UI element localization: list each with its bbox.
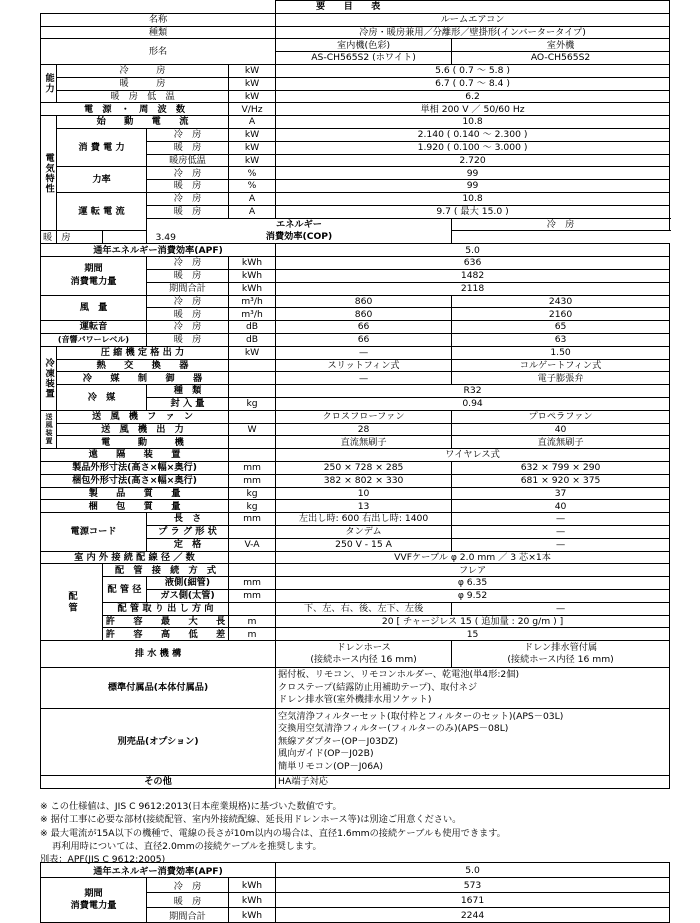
outdoor-model: AO-CH565S2 bbox=[452, 52, 670, 65]
run-heat-label: 暖 房 bbox=[147, 205, 229, 218]
air-heat-label: 暖 房 bbox=[147, 308, 229, 321]
cap-heatlow-value: 6.2 bbox=[276, 90, 670, 103]
run-cool-value: 10.8 bbox=[276, 192, 670, 205]
other-value: HA端子対応 bbox=[276, 776, 670, 789]
w-unit: W bbox=[229, 423, 276, 436]
run-heat-value: 9.7 ( 最大 15.0 ) bbox=[276, 205, 670, 218]
elec-group: 電気特性 bbox=[41, 116, 57, 231]
max-length-value: 20 [ チャージレス 15 ( 追加量 : 20 g/m ) ] bbox=[276, 615, 670, 628]
power-value: 単相 200 V ／ 50/60 Hz bbox=[276, 103, 670, 116]
plug-out: — bbox=[452, 525, 670, 538]
opt-line-5: 簡単リモコン(OP－J06A) bbox=[278, 760, 383, 772]
consume-low-label: 暖房低温 bbox=[147, 154, 229, 167]
fan-out: プロペラファン bbox=[452, 410, 670, 423]
kwh-unit: kWh bbox=[229, 269, 276, 282]
m-unit: m bbox=[229, 628, 276, 641]
db-unit: dB bbox=[229, 321, 276, 334]
air-heat-out: 2160 bbox=[452, 308, 670, 321]
noise-label: 運転音 bbox=[41, 321, 147, 334]
pf-heat-label: 暖 房 bbox=[147, 180, 229, 193]
pack-weight-label: 梱 包 質 量 bbox=[41, 500, 229, 513]
apf2-p2: 消費電力量 bbox=[70, 900, 117, 911]
cop-heat-value: 3.49 bbox=[103, 231, 229, 244]
period-label-1: 期間 bbox=[84, 263, 103, 275]
drain-in bbox=[276, 641, 452, 668]
cord-length-in: 左出し時: 600 右出し時: 1400 bbox=[276, 513, 452, 526]
dim-in: 250 × 728 × 285 bbox=[276, 461, 452, 474]
kw-unit: kW bbox=[229, 128, 276, 141]
gas-label: ガス側(太管) bbox=[147, 589, 229, 602]
plug-in: タンデム bbox=[276, 525, 452, 538]
opt-line-4: 風向ガイド(OP－J02B) bbox=[278, 748, 374, 760]
pipe-dia-label: 配 管 径 bbox=[103, 577, 147, 603]
spec-table bbox=[40, 0, 670, 789]
apf2-heat-value: 1671 bbox=[276, 893, 670, 908]
pf-label: 力率 bbox=[57, 167, 147, 193]
motor-out: 直流無刷子 bbox=[452, 436, 670, 449]
va-unit: V-A bbox=[229, 538, 276, 551]
cop-label-1: エネルギー bbox=[276, 218, 322, 230]
start-current-value: 10.8 bbox=[276, 116, 670, 129]
power-label: 電 源 ・ 周 波 数 bbox=[41, 103, 229, 116]
fan-in: クロスフローファン bbox=[276, 410, 452, 423]
period-total-label: 期間合計 bbox=[147, 282, 229, 295]
drain-in-2: (接続ホース内径 16 mm) bbox=[310, 654, 417, 666]
apf2-total-value: 2244 bbox=[276, 908, 670, 923]
drain-in-1: ドレンホース bbox=[336, 641, 391, 653]
apf2-total-label: 期間合計 bbox=[147, 908, 229, 923]
consume-label: 消 費 電 力 bbox=[57, 128, 147, 166]
fan-output-in: 28 bbox=[276, 423, 452, 436]
weight-label: 製 品 質 量 bbox=[41, 487, 229, 500]
consume-cool-value: 2.140 ( 0.140 〜 2.300 ) bbox=[276, 128, 670, 141]
dim-out: 632 × 799 × 290 bbox=[452, 461, 670, 474]
noise-sublabel: (音響パワーレベル) bbox=[41, 333, 147, 346]
kg-unit: kg bbox=[229, 487, 276, 500]
acc-line-2: クロステープ(結露防止用補助テープ)、取付ネジ bbox=[278, 681, 478, 693]
acc-line-3: ドレン排水管(室外機排水用ソケット) bbox=[278, 694, 432, 706]
type-label: 種類 bbox=[41, 26, 276, 39]
liquid-label: 液側(細管) bbox=[147, 577, 229, 590]
apf2-heat-label: 暖 房 bbox=[147, 893, 229, 908]
cap-unit: kW bbox=[229, 64, 276, 77]
cap-heat-label: 暖 房 bbox=[57, 77, 229, 90]
pct-unit: % bbox=[229, 180, 276, 193]
weight-in: 10 bbox=[276, 487, 452, 500]
cap-unit: kW bbox=[229, 77, 276, 90]
mm-unit: mm bbox=[229, 461, 276, 474]
fan-output-label: 送 風 機 出 力 bbox=[57, 423, 229, 436]
liquid-value: φ 6.35 bbox=[276, 577, 670, 590]
remote-label: 遠 隔 装 置 bbox=[41, 449, 229, 462]
air-unit: m³/h bbox=[229, 295, 276, 308]
consume-low-value: 2.720 bbox=[276, 154, 670, 167]
note-2: ※ 据付工事に必要な部材(接続配管、室内外接続配線、延長用ドレンホース等)は別途ご用意ください。 bbox=[40, 814, 462, 826]
apf-label: 通年エネルギー消費効率(APF) bbox=[41, 244, 276, 257]
remote-value: ワイヤレス式 bbox=[276, 449, 670, 462]
kwh-unit: kWh bbox=[229, 893, 276, 908]
a-unit: A bbox=[229, 192, 276, 205]
fan-label: 送 風 機 フ ァ ン bbox=[57, 410, 229, 423]
period-heat-value: 1482 bbox=[276, 269, 670, 282]
start-unit: A bbox=[229, 116, 276, 129]
height-diff-value: 15 bbox=[276, 628, 670, 641]
notes bbox=[40, 800, 680, 853]
mm-unit: mm bbox=[229, 474, 276, 487]
pf-heat-value: 99 bbox=[276, 180, 670, 193]
model-label: 形名 bbox=[41, 39, 276, 65]
kw-unit: kW bbox=[229, 154, 276, 167]
drain-out bbox=[452, 641, 670, 668]
apf2-value: 5.0 bbox=[276, 863, 670, 878]
cord-label: 電源コード bbox=[41, 513, 147, 551]
pack-dim-label: 梱包外形寸法(高さ×幅×奥行) bbox=[41, 474, 229, 487]
rating-out: — bbox=[452, 538, 670, 551]
ref-kind-value: R32 bbox=[276, 385, 670, 398]
kg-unit: kg bbox=[229, 397, 276, 410]
air-cool-in: 860 bbox=[276, 295, 452, 308]
noise-cool-in: 66 bbox=[276, 321, 452, 334]
pack-weight-in: 13 bbox=[276, 500, 452, 513]
pipe-method-value: フレア bbox=[276, 564, 670, 577]
drain-out-1: ドレン排水管付属 bbox=[523, 641, 598, 653]
m-unit: m bbox=[229, 615, 276, 628]
height-diff-label: 許 容 高 低 差 bbox=[103, 628, 229, 641]
run-cool-label: 冷 房 bbox=[147, 192, 229, 205]
start-current-label: 始 動 電 流 bbox=[57, 116, 229, 129]
drain-out-2: (接続ホース内径 16 mm) bbox=[507, 654, 614, 666]
hx-out: コルゲートフィン式 bbox=[452, 359, 670, 372]
compressor-in: — bbox=[276, 346, 452, 359]
options-label: 別売品(オプション) bbox=[41, 709, 276, 776]
pf-cool-label: 冷 房 bbox=[147, 167, 229, 180]
period-label-2: 消費電力量 bbox=[70, 275, 117, 287]
noise-heat-label: 暖 房 bbox=[147, 333, 229, 346]
name-label: 名称 bbox=[41, 13, 276, 26]
period-cool-label: 冷 房 bbox=[147, 257, 229, 270]
noise-heat-out: 63 bbox=[452, 333, 670, 346]
motor-label: 電 動 機 bbox=[57, 436, 229, 449]
airflow-label: 風 量 bbox=[41, 295, 147, 321]
ctrl-in: — bbox=[276, 372, 452, 385]
compressor-label: 圧 縮 機 定 格 出 力 bbox=[57, 346, 229, 359]
opt-line-3: 無線アダプター(OP－J03DZ) bbox=[278, 735, 398, 747]
compressor-out: 1.50 bbox=[452, 346, 670, 359]
air-cool-label: 冷 房 bbox=[147, 295, 229, 308]
apf-value: 5.0 bbox=[276, 244, 670, 257]
name-value: ルームエアコン bbox=[276, 13, 670, 26]
pipe-dir-value: 下、左、右、後、左下、左後 bbox=[276, 602, 452, 615]
cop-label-2: 消費効率(COP) bbox=[265, 230, 333, 242]
fan-output-out: 40 bbox=[452, 423, 670, 436]
noise-cool-out: 65 bbox=[452, 321, 670, 334]
kg-unit: kg bbox=[229, 500, 276, 513]
pipe-dir-out: — bbox=[452, 602, 670, 615]
period-total-value: 2118 bbox=[276, 282, 670, 295]
consume-heat-value: 1.920 ( 0.100 〜 3.000 ) bbox=[276, 141, 670, 154]
table-header: 要 目 表 bbox=[276, 1, 670, 14]
pack-weight-out: 40 bbox=[452, 500, 670, 513]
connection-value: VVFケーブル φ 2.0 mm ／ 3 芯×1本 bbox=[276, 551, 670, 564]
pipe-dir-label: 配 管 取 り 出 し 方 向 bbox=[103, 602, 229, 615]
ref-amount-label: 封 入 量 bbox=[147, 397, 229, 410]
air-cool-out: 2430 bbox=[452, 295, 670, 308]
period-label bbox=[41, 257, 147, 295]
drain-label: 排 水 機 構 bbox=[41, 641, 276, 668]
consume-heat-label: 暖 房 bbox=[147, 141, 229, 154]
opt-line-2: 交換用空気清浄フィルター(フィルターのみ)(APS－08L) bbox=[278, 723, 509, 735]
cap-heat-value: 6.7 ( 0.7 〜 8.4 ) bbox=[276, 77, 670, 90]
kwh-unit: kWh bbox=[229, 908, 276, 923]
pipe-method-label: 配 管 接 続 方 式 bbox=[103, 564, 229, 577]
db-unit: dB bbox=[229, 333, 276, 346]
pct-unit: % bbox=[229, 167, 276, 180]
noise-heat-in: 66 bbox=[276, 333, 452, 346]
accessories-value bbox=[276, 668, 670, 709]
ctrl-out: 電子膨張弁 bbox=[452, 372, 670, 385]
kwh-unit: kWh bbox=[229, 257, 276, 270]
ref-amount-value: 0.94 bbox=[276, 397, 670, 410]
pack-in: 382 × 802 × 330 bbox=[276, 474, 452, 487]
refrig-group: 冷凍装置 bbox=[41, 346, 57, 410]
plug-label: プ ラ グ 形 状 bbox=[147, 525, 229, 538]
motor-in: 直流無刷子 bbox=[276, 436, 452, 449]
rating-label: 定 格 bbox=[147, 538, 229, 551]
cap-unit: kW bbox=[229, 90, 276, 103]
period-heat-label: 暖 房 bbox=[147, 269, 229, 282]
air-unit: m³/h bbox=[229, 308, 276, 321]
mm-unit: mm bbox=[229, 513, 276, 526]
apf2-p1: 期間 bbox=[84, 887, 103, 899]
cap-heatlow-label: 暖 房 低 温 bbox=[57, 90, 229, 103]
apf2-cool-label: 冷 房 bbox=[147, 878, 229, 893]
air-heat-in: 860 bbox=[276, 308, 452, 321]
opt-line-1: 空気清浄フィルターセット(取付枠とフィルターのセット)(APS－03L) bbox=[278, 711, 564, 723]
period-cool-value: 636 bbox=[276, 257, 670, 270]
outdoor-label: 室外機 bbox=[452, 39, 670, 52]
max-length-label: 許 容 最 大 長 bbox=[103, 615, 229, 628]
refrigerant-label: 冷 媒 bbox=[57, 385, 147, 411]
kw-unit: kW bbox=[229, 346, 276, 359]
type-value: 冷房・暖房兼用／分離形／壁掛形(インバータータイプ) bbox=[276, 26, 670, 39]
table-header-blank bbox=[41, 1, 276, 14]
cap-cool-value: 5.6 ( 0.7 〜 5.8 ) bbox=[276, 64, 670, 77]
noise-cool-label: 冷 房 bbox=[147, 321, 229, 334]
capacity-group: 能力 bbox=[41, 64, 57, 102]
acc-line-1: 据付板、リモコン、リモコンホルダー、乾電池(単4形:2個) bbox=[278, 669, 520, 681]
cord-length-label: 長 さ bbox=[147, 513, 229, 526]
mm-unit: mm bbox=[229, 589, 276, 602]
run-current-label: 運 転 電 流 bbox=[57, 192, 147, 231]
cop-heat-label: 暖 房 bbox=[41, 231, 57, 244]
pipe-group: 配管 bbox=[41, 564, 103, 641]
pf-cool-value: 99 bbox=[276, 167, 670, 180]
options-value bbox=[276, 709, 670, 776]
cop-cool-label: 冷 房 bbox=[452, 218, 670, 231]
kwh-unit: kWh bbox=[229, 282, 276, 295]
apf2-period-label bbox=[41, 878, 147, 923]
pack-out: 681 × 920 × 375 bbox=[452, 474, 670, 487]
kwh-unit: kWh bbox=[229, 878, 276, 893]
note-1: ※ この仕様値は、JIS C 9612:2013(日本産業規格)に基づいた数値です。 bbox=[40, 801, 342, 812]
apf-table bbox=[40, 862, 670, 923]
apf2-label: 通年エネルギー消費効率(APF) bbox=[41, 863, 276, 878]
kw-unit: kW bbox=[229, 141, 276, 154]
note-4: 再利用時については、直径2.0mmの接続ケーブルを推奨します。 bbox=[40, 841, 322, 853]
note-3: ※ 最大電流が15A以下の機種で、電線の長さが10m以内の場合は、直径1.6mmの接続ケーブルも使用できます。 bbox=[40, 827, 506, 839]
apf2-cool-value: 573 bbox=[276, 878, 670, 893]
hx-label: 熱 交 換 器 bbox=[57, 359, 229, 372]
ctrl-label: 冷 媒 制 御 器 bbox=[57, 372, 229, 385]
weight-out: 37 bbox=[452, 487, 670, 500]
ref-kind-label: 種 類 bbox=[147, 385, 229, 398]
consume-cool-label: 冷 房 bbox=[147, 128, 229, 141]
gas-value: φ 9.52 bbox=[276, 589, 670, 602]
indoor-label: 室内機(色彩) bbox=[276, 39, 452, 52]
connection-label: 室 内 外 接 続 配 線 径 ／ 数 bbox=[41, 551, 229, 564]
cord-length-out: — bbox=[452, 513, 670, 526]
fan-group: 送風装置 bbox=[41, 410, 57, 448]
other-label: その他 bbox=[41, 776, 276, 789]
rating-in: 250 V - 15 A bbox=[276, 538, 452, 551]
cap-cool-label: 冷 房 bbox=[57, 64, 229, 77]
a-unit: A bbox=[229, 205, 276, 218]
power-unit: V/Hz bbox=[229, 103, 276, 116]
hx-in: スリットフィン式 bbox=[276, 359, 452, 372]
apf-table-title: 別表：APF(JIS C 9612:2005) bbox=[40, 854, 166, 865]
accessories-label: 標準付属品(本体付属品) bbox=[41, 668, 276, 709]
mm-unit: mm bbox=[229, 577, 276, 590]
indoor-model: AS-CH565S2 (ホワイト) bbox=[276, 52, 452, 65]
dimensions-label: 製品外形寸法(高さ×幅×奥行) bbox=[41, 461, 229, 474]
